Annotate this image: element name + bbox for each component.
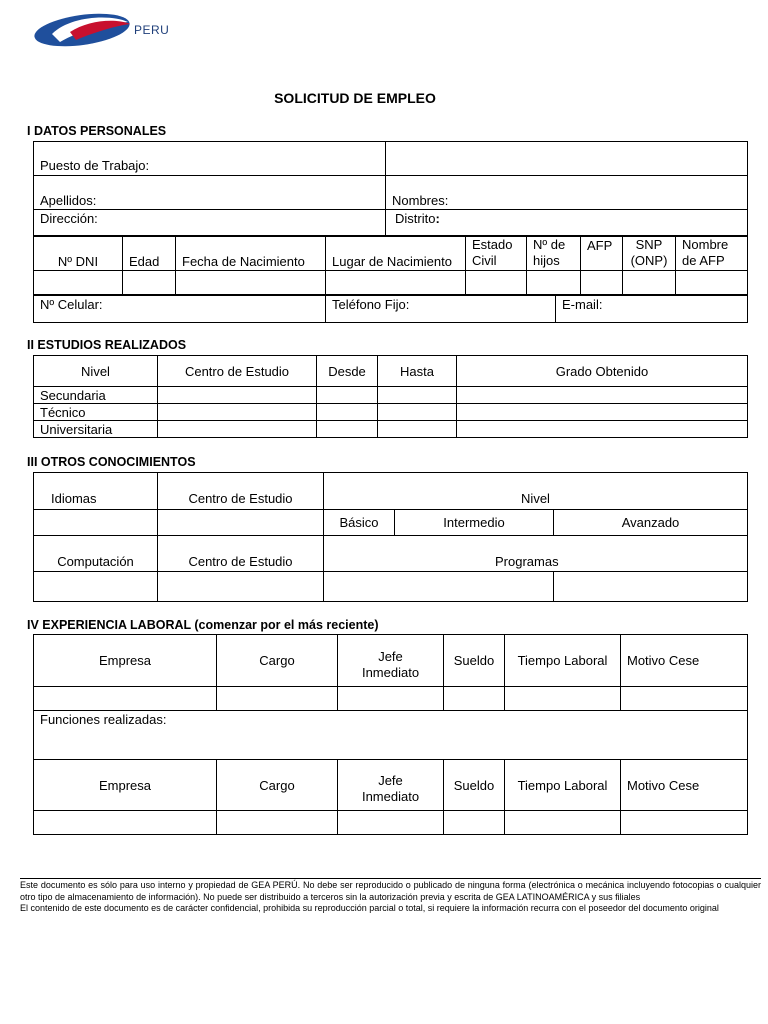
celular-label: Nº Celular:	[40, 297, 103, 312]
funciones-label: Funciones realizadas:	[40, 712, 167, 727]
edad-header: Edad	[123, 237, 176, 271]
sueldo-input[interactable]	[444, 687, 505, 711]
centro-header: Centro de Estudio	[158, 356, 317, 387]
jefe-header: Jefe Inmediato	[338, 635, 444, 687]
page-title: SOLICITUD DE EMPLEO	[274, 90, 436, 106]
empresa-header-2: Empresa	[34, 760, 217, 811]
direccion-label: Dirección:	[40, 211, 98, 226]
section-experiencia: IV EXPERIENCIA LABORAL (comenzar por el más reciente)	[27, 618, 379, 632]
nivel-header: Nivel	[324, 473, 748, 510]
datos-identidad-table	[33, 236, 748, 295]
sueldo-header: Sueldo	[444, 635, 505, 687]
nombres-label: Nombres:	[392, 193, 449, 208]
nivel-basico[interactable]: Básico	[324, 510, 395, 536]
snp-header: SNP (ONP)	[623, 237, 676, 271]
footer-paragraph-2: El contenido de este documento es de carácter confidencial, prohibida su reproducción parcial o total, si requiere la información recurra con el poseedor del documento original	[20, 903, 719, 913]
programas-input-2[interactable]	[554, 572, 748, 602]
cargo-input[interactable]	[217, 687, 338, 711]
jefe-header-2: Jefe Inmediato	[338, 760, 444, 811]
estudios-row-universitaria: Universitaria	[34, 421, 158, 438]
hasta-header: Hasta	[378, 356, 457, 387]
lugar-input[interactable]	[326, 271, 466, 295]
programas-header: Programas	[324, 536, 748, 572]
hijos-header: Nº de hijos	[527, 237, 581, 271]
estudios-table	[33, 355, 748, 438]
nombres-field[interactable]	[386, 176, 748, 210]
fecha-input[interactable]	[176, 271, 326, 295]
empresa-input[interactable]	[34, 687, 217, 711]
cargo-input-2[interactable]	[217, 811, 338, 835]
programas-input[interactable]	[324, 572, 554, 602]
idioma-input[interactable]	[34, 510, 158, 536]
email-label: E-mail:	[562, 297, 603, 312]
footer-paragraph-1: Este documento es sólo para uso interno y propiedad de GEA PERÚ. No debe ser reproducido o publicado de ninguna forma (electrónica o mecánica incluyendo fotocopias o cualquier otro tipo de almacenamiento de información). No puede ser distribuido a terceros sin la autorización previa y escrita de GEA LATINOAMÉRICA y sus filiales	[20, 880, 761, 902]
estudios-cell[interactable]	[158, 404, 317, 421]
idiomas-centro-header: Centro de Estudio	[158, 473, 324, 510]
desde-header: Desde	[317, 356, 378, 387]
grado-header: Grado Obtenido	[457, 356, 748, 387]
computacion-input[interactable]	[34, 572, 158, 602]
nombre-afp-input[interactable]	[676, 271, 748, 295]
estudios-cell[interactable]	[457, 404, 748, 421]
computacion-centro-input[interactable]	[158, 572, 324, 602]
empresa-input-2[interactable]	[34, 811, 217, 835]
estudios-cell[interactable]	[457, 387, 748, 404]
cargo-header-2: Cargo	[217, 760, 338, 811]
estado-header: Estado Civil	[466, 237, 527, 271]
estudios-cell[interactable]	[317, 404, 378, 421]
estudios-cell[interactable]	[317, 387, 378, 404]
distrito-label: Distrito	[395, 211, 436, 226]
logo-text: PERU	[134, 23, 170, 37]
celular-field[interactable]	[34, 296, 326, 323]
apellidos-field[interactable]	[34, 176, 386, 210]
dni-input[interactable]	[34, 271, 123, 295]
estudios-cell[interactable]	[317, 421, 378, 438]
section-datos-personales: I DATOS PERSONALES	[27, 124, 167, 138]
tiempo-header-2: Tiempo Laboral	[505, 760, 621, 811]
footer-disclaimer	[20, 878, 761, 915]
motivo-header-2: Motivo Cese	[621, 760, 748, 811]
lugar-header: Lugar de Nacimiento	[326, 237, 466, 271]
computacion-header: Computación	[34, 536, 158, 572]
estudios-cell[interactable]	[378, 387, 457, 404]
tiempo-header: Tiempo Laboral	[505, 635, 621, 687]
motivo-header: Motivo Cese	[621, 635, 748, 687]
edad-input[interactable]	[123, 271, 176, 295]
contacto-table	[33, 295, 748, 323]
apellidos-label: Apellidos:	[40, 193, 97, 208]
afp-header: AFP	[581, 237, 623, 271]
sueldo-input-2[interactable]	[444, 811, 505, 835]
estudios-cell[interactable]	[158, 387, 317, 404]
puesto-field[interactable]	[34, 142, 386, 176]
estudios-cell[interactable]	[378, 421, 457, 438]
datos-personales-table	[33, 141, 748, 236]
direccion-field[interactable]	[34, 210, 386, 236]
snp-input[interactable]	[623, 271, 676, 295]
puesto-label: Puesto de Trabajo:	[40, 158, 150, 173]
dni-header: Nº DNI	[34, 237, 123, 271]
tiempo-input-2[interactable]	[505, 811, 621, 835]
funciones-field[interactable]	[34, 711, 748, 760]
estudios-row-tecnico: Técnico	[34, 404, 158, 421]
experiencia-table	[33, 634, 748, 835]
email-field[interactable]	[556, 296, 748, 323]
nivel-header: Nivel	[34, 356, 158, 387]
jefe-input-2[interactable]	[338, 811, 444, 835]
nombre-afp-header: Nombre de AFP	[676, 237, 748, 271]
cargo-header: Cargo	[217, 635, 338, 687]
estudios-cell[interactable]	[457, 421, 748, 438]
telefono-field[interactable]	[326, 296, 556, 323]
sueldo-header-2: Sueldo	[444, 760, 505, 811]
estudios-row-secundaria: Secundaria	[34, 387, 158, 404]
hijos-input[interactable]	[527, 271, 581, 295]
estudios-cell[interactable]	[158, 421, 317, 438]
otros-table	[33, 472, 748, 602]
puesto-value[interactable]	[386, 142, 748, 176]
tiempo-input[interactable]	[505, 687, 621, 711]
afp-input[interactable]	[581, 271, 623, 295]
distrito-field[interactable]	[386, 210, 748, 236]
idiomas-header: Idiomas	[34, 473, 158, 510]
motivo-input-2[interactable]	[621, 811, 748, 835]
section-estudios: II ESTUDIOS REALIZADOS	[27, 338, 187, 352]
telefono-label: Teléfono Fijo:	[332, 297, 410, 312]
empresa-header: Empresa	[34, 635, 217, 687]
motivo-input[interactable]	[621, 687, 748, 711]
computacion-centro-header: Centro de Estudio	[158, 536, 324, 572]
nivel-intermedio[interactable]: Intermedio	[395, 510, 554, 536]
section-otros: III OTROS CONOCIMIENTOS	[27, 455, 196, 469]
estudios-cell[interactable]	[378, 404, 457, 421]
jefe-input[interactable]	[338, 687, 444, 711]
nivel-avanzado[interactable]: Avanzado	[554, 510, 748, 536]
distrito-colon: :	[435, 211, 440, 226]
idioma-centro-input[interactable]	[158, 510, 324, 536]
estado-input[interactable]	[466, 271, 527, 295]
fecha-header: Fecha de Nacimiento	[176, 237, 326, 271]
